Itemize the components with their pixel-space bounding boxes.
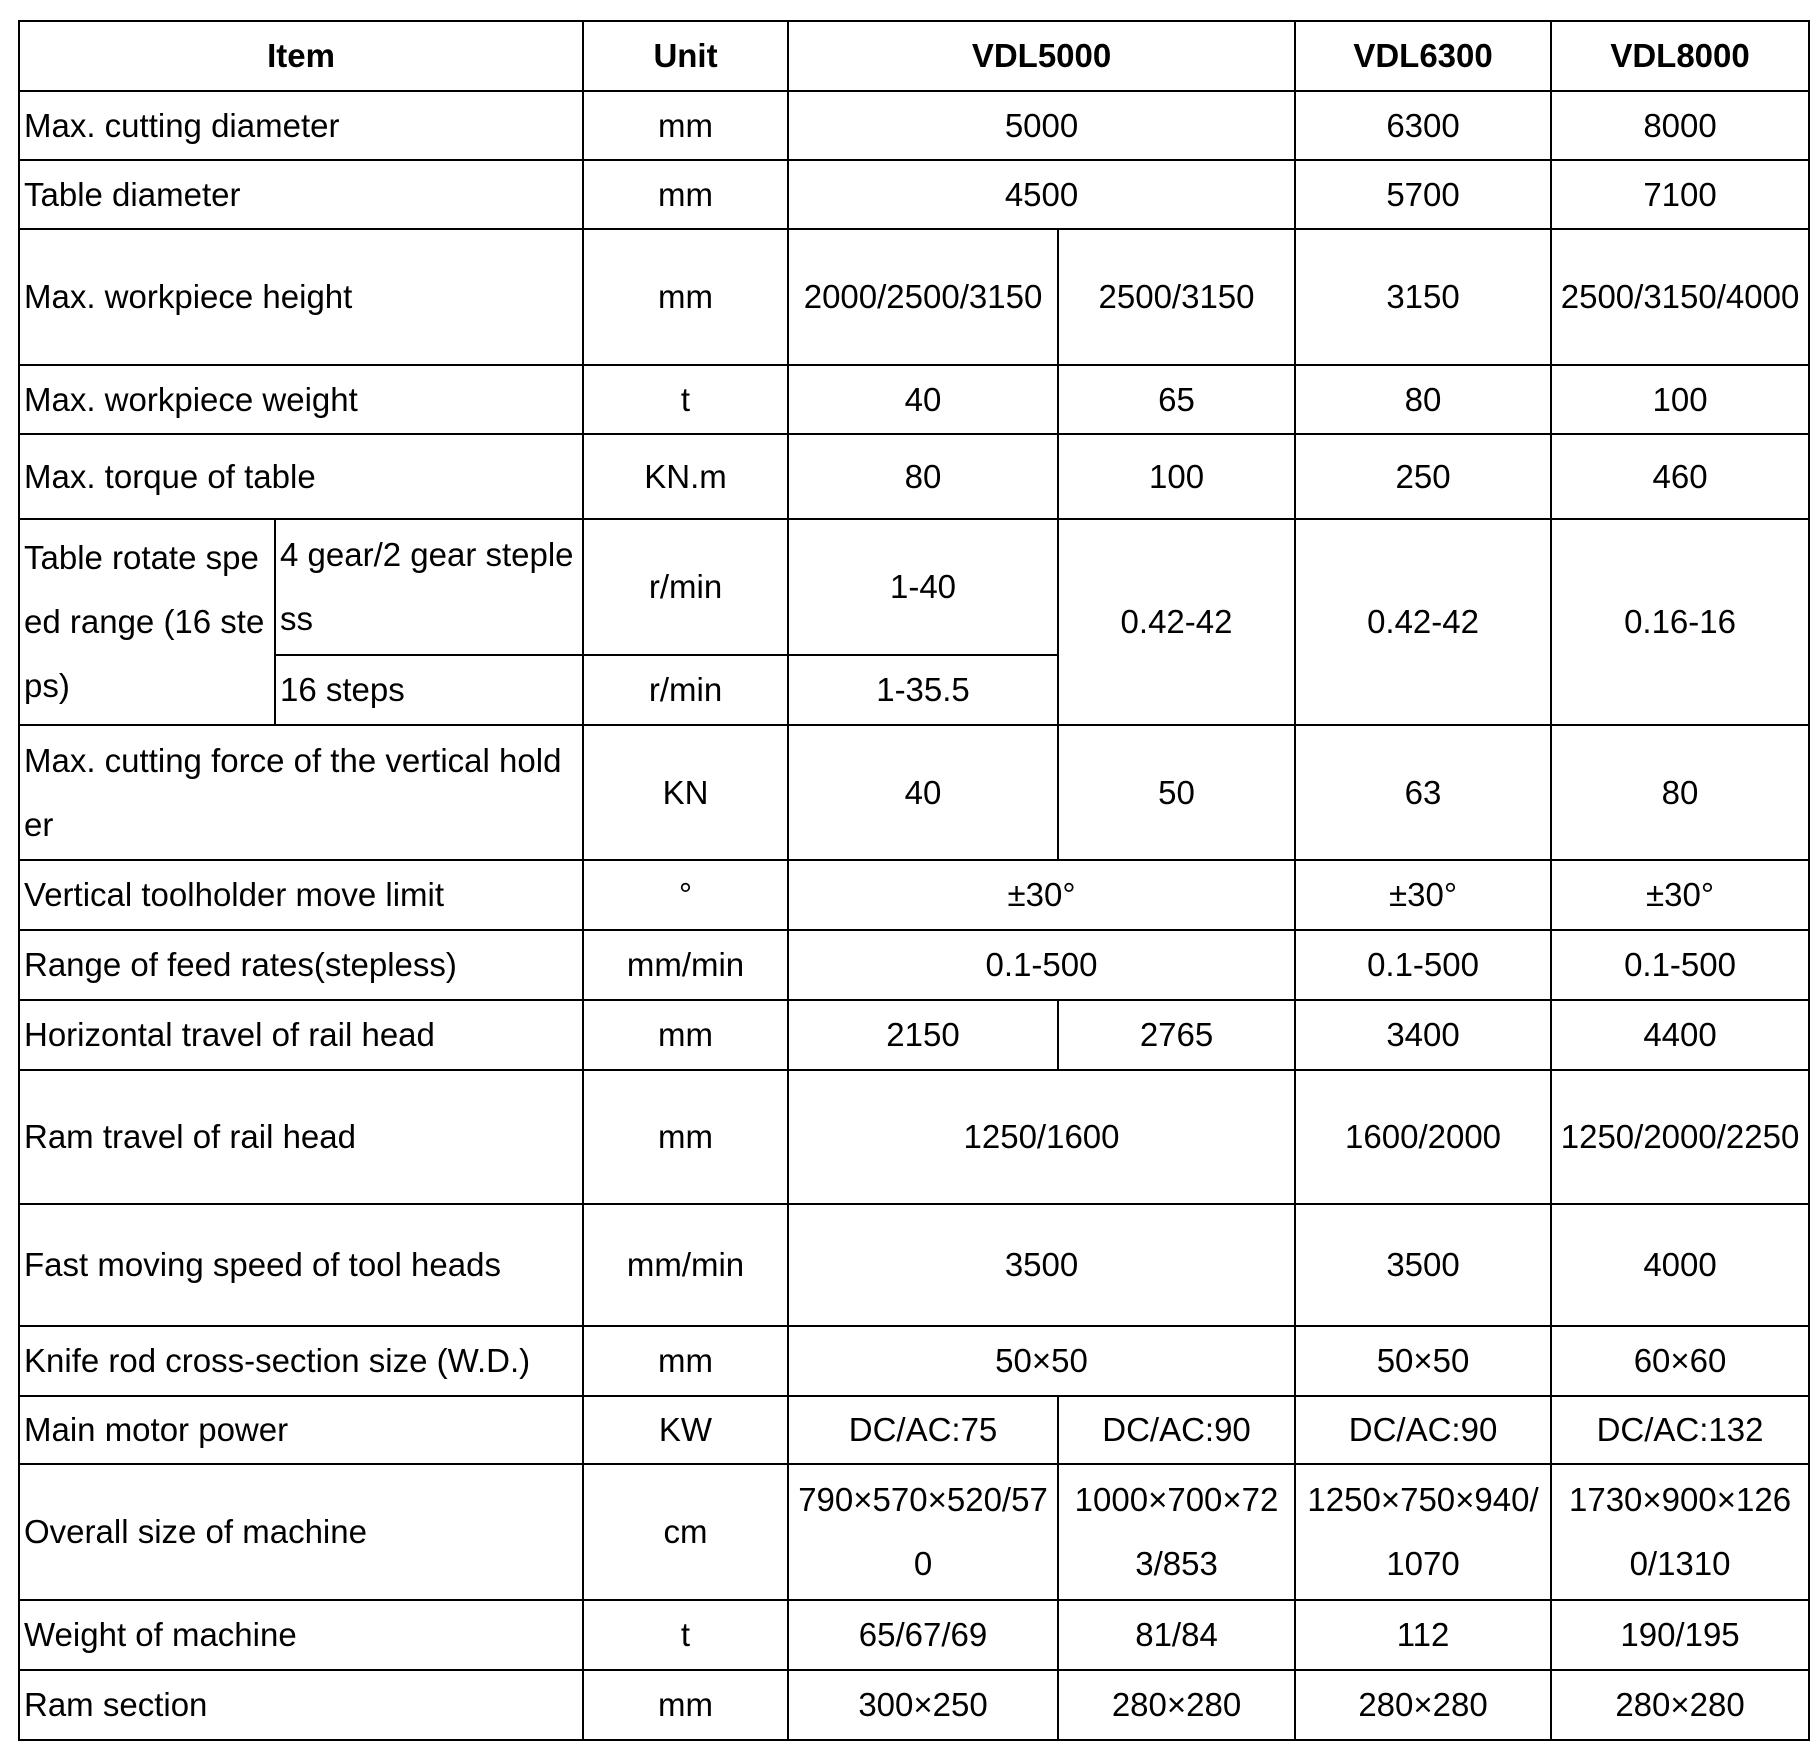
value-vdl8000: 460 — [1551, 434, 1809, 519]
table-row — [19, 1070, 1809, 1204]
header-item: Item — [19, 21, 583, 91]
value-vdl5000-a: 1-35.5 — [788, 655, 1058, 725]
value-vdl5000-a: 40 — [788, 725, 1058, 860]
value-vdl6300: 250 — [1295, 434, 1551, 519]
value-vdl5000: 3500 — [788, 1204, 1295, 1326]
row-label: Main motor power — [19, 1396, 583, 1464]
value-vdl6300: 6300 — [1295, 91, 1551, 160]
row-unit: mm/min — [583, 930, 788, 1000]
row-sublabel: 16 steps — [275, 655, 583, 725]
value-vdl5000-a: 2000/2500/3150 — [788, 229, 1058, 365]
row-unit: KN.m — [583, 434, 788, 519]
row-label: Max. cutting diameter — [19, 91, 583, 160]
row-label: Fast moving speed of tool heads — [19, 1204, 583, 1326]
value-vdl5000-b: DC/AC:90 — [1058, 1396, 1295, 1464]
table-row — [19, 365, 1809, 434]
value-vdl8000: 60×60 — [1551, 1326, 1809, 1396]
value-vdl6300: 1600/2000 — [1295, 1070, 1551, 1204]
value-vdl8000: 4400 — [1551, 1000, 1809, 1070]
value-vdl5000-a: 80 — [788, 434, 1058, 519]
row-unit: mm — [583, 1000, 788, 1070]
value-vdl8000: 1250/2000/2250 — [1551, 1070, 1809, 1204]
row-unit: t — [583, 365, 788, 434]
row-unit: KN — [583, 725, 788, 860]
value-vdl5000: ±30° — [788, 860, 1295, 930]
row-sublabel: 4 gear/2 gear stepless — [275, 519, 583, 655]
table-row — [19, 91, 1809, 160]
value-vdl6300: 0.42-42 — [1295, 519, 1551, 725]
row-unit: mm — [583, 1070, 788, 1204]
value-vdl8000: 1730×900×1260/1310 — [1551, 1464, 1809, 1600]
row-unit: mm — [583, 1670, 788, 1740]
value-vdl5000-b: 81/84 — [1058, 1600, 1295, 1670]
table-row — [19, 160, 1809, 229]
header-vdl5000: VDL5000 — [788, 21, 1295, 91]
value-vdl5000-b: 1000×700×723/853 — [1058, 1464, 1295, 1600]
header-unit: Unit — [583, 21, 788, 91]
row-label: Horizontal travel of rail head — [19, 1000, 583, 1070]
table-row — [19, 229, 1809, 365]
table-row — [19, 1326, 1809, 1396]
header-vdl8000: VDL8000 — [1551, 21, 1809, 91]
value-vdl6300: 80 — [1295, 365, 1551, 434]
header-row — [19, 21, 1809, 91]
value-vdl6300: 50×50 — [1295, 1326, 1551, 1396]
value-vdl5000: 1250/1600 — [788, 1070, 1295, 1204]
value-vdl5000-b: 2765 — [1058, 1000, 1295, 1070]
row-unit: mm — [583, 91, 788, 160]
row-unit: t — [583, 1600, 788, 1670]
row-label: Max. workpiece weight — [19, 365, 583, 434]
table-row — [19, 930, 1809, 1000]
value-vdl6300: 0.1-500 — [1295, 930, 1551, 1000]
value-vdl6300: 3500 — [1295, 1204, 1551, 1326]
value-vdl8000: 7100 — [1551, 160, 1809, 229]
value-vdl8000: 100 — [1551, 365, 1809, 434]
value-vdl5000-a: DC/AC:75 — [788, 1396, 1058, 1464]
value-vdl8000: ±30° — [1551, 860, 1809, 930]
row-label: Ram travel of rail head — [19, 1070, 583, 1204]
value-vdl5000-a: 2150 — [788, 1000, 1058, 1070]
value-vdl6300: DC/AC:90 — [1295, 1396, 1551, 1464]
spec-table — [18, 20, 1810, 1741]
value-vdl8000: 0.1-500 — [1551, 930, 1809, 1000]
table-row — [19, 1464, 1809, 1600]
row-label: Overall size of machine — [19, 1464, 583, 1600]
value-vdl5000: 5000 — [788, 91, 1295, 160]
row-label: Knife rod cross-section size (W.D.) — [19, 1326, 583, 1396]
table-row — [19, 1670, 1809, 1740]
value-vdl5000-b: 0.42-42 — [1058, 519, 1295, 725]
value-vdl5000-b: 50 — [1058, 725, 1295, 860]
table-row — [19, 1396, 1809, 1464]
value-vdl8000: 190/195 — [1551, 1600, 1809, 1670]
row-label: Max. cutting force of the vertical holder — [19, 725, 583, 860]
value-vdl8000: 0.16-16 — [1551, 519, 1809, 725]
table-row — [19, 1000, 1809, 1070]
value-vdl5000-b: 2500/3150 — [1058, 229, 1295, 365]
value-vdl8000: 4000 — [1551, 1204, 1809, 1326]
row-unit: mm — [583, 229, 788, 365]
row-unit: r/min — [583, 655, 788, 725]
value-vdl5000: 50×50 — [788, 1326, 1295, 1396]
value-vdl5000-a: 300×250 — [788, 1670, 1058, 1740]
value-vdl8000: 2500/3150/4000 — [1551, 229, 1809, 365]
value-vdl6300: 5700 — [1295, 160, 1551, 229]
value-vdl5000: 4500 — [788, 160, 1295, 229]
value-vdl6300: ±30° — [1295, 860, 1551, 930]
table-row — [19, 519, 1809, 655]
row-label: Max. workpiece height — [19, 229, 583, 365]
table-row — [19, 860, 1809, 930]
header-vdl6300: VDL6300 — [1295, 21, 1551, 91]
row-label: Table diameter — [19, 160, 583, 229]
value-vdl6300: 3150 — [1295, 229, 1551, 365]
table-row — [19, 725, 1809, 860]
table-row — [19, 1600, 1809, 1670]
value-vdl5000-a: 40 — [788, 365, 1058, 434]
value-vdl8000: 280×280 — [1551, 1670, 1809, 1740]
value-vdl6300: 1250×750×940/1070 — [1295, 1464, 1551, 1600]
row-label: Max. torque of table — [19, 434, 583, 519]
row-unit: ° — [583, 860, 788, 930]
table-row — [19, 434, 1809, 519]
value-vdl5000-b: 100 — [1058, 434, 1295, 519]
row-label: Range of feed rates(stepless) — [19, 930, 583, 1000]
row-unit: cm — [583, 1464, 788, 1600]
value-vdl6300: 112 — [1295, 1600, 1551, 1670]
value-vdl5000-b: 280×280 — [1058, 1670, 1295, 1740]
value-vdl5000: 0.1-500 — [788, 930, 1295, 1000]
row-label: Ram section — [19, 1670, 583, 1740]
value-vdl5000-b: 65 — [1058, 365, 1295, 434]
value-vdl5000-a: 790×570×520/570 — [788, 1464, 1058, 1600]
value-vdl8000: 8000 — [1551, 91, 1809, 160]
row-unit: mm — [583, 160, 788, 229]
table-row — [19, 1204, 1809, 1326]
value-vdl6300: 280×280 — [1295, 1670, 1551, 1740]
row-unit: KW — [583, 1396, 788, 1464]
value-vdl5000-a: 1-40 — [788, 519, 1058, 655]
row-unit: mm — [583, 1326, 788, 1396]
row-unit: mm/min — [583, 1204, 788, 1326]
row-unit: r/min — [583, 519, 788, 655]
value-vdl6300: 3400 — [1295, 1000, 1551, 1070]
value-vdl8000: 80 — [1551, 725, 1809, 860]
value-vdl6300: 63 — [1295, 725, 1551, 860]
row-label: Table rotate speed range (16 steps) — [19, 519, 275, 725]
row-label: Vertical toolholder move limit — [19, 860, 583, 930]
row-label: Weight of machine — [19, 1600, 583, 1670]
value-vdl8000: DC/AC:132 — [1551, 1396, 1809, 1464]
value-vdl5000-a: 65/67/69 — [788, 1600, 1058, 1670]
